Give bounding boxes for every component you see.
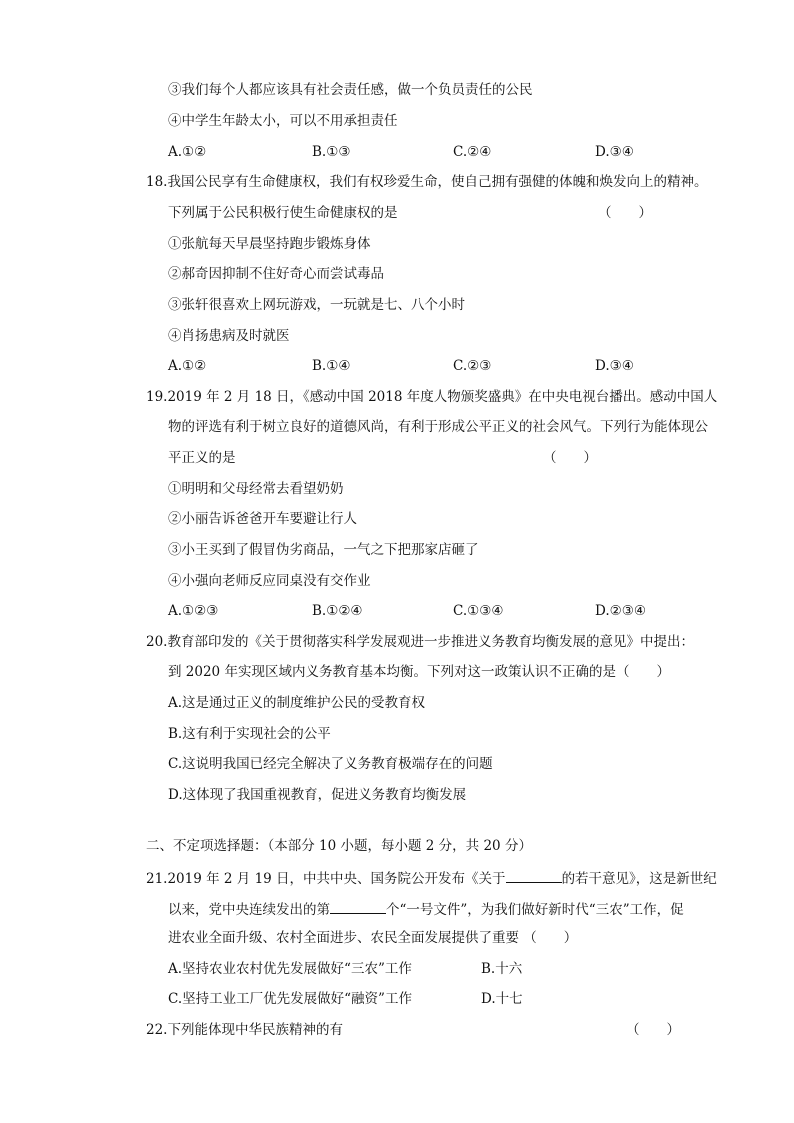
q18-answer-paren: （ ） — [598, 205, 652, 221]
q18-item-1: ①张航每天早晨坚持跑步锻炼身体 — [168, 236, 371, 252]
q21-line2-part2: 个“一号文件”，为我们做好新时代“三农”工作，促 — [386, 902, 684, 918]
q20-option-c: C.这说明我国已经完全解决了义务教育极端存在的问题 — [168, 756, 493, 772]
q19-stem-line1: 19.2019 年 2 月 18 日，《感动中国 2018 年度人物颁奖盛典》在中央电视台播出。感动中国人 — [146, 389, 718, 405]
q17-item-3: ③我们每个人都应该具有社会责任感，做一个负员责任的公民 — [168, 82, 533, 98]
q19-option-d: D.②③④ — [595, 603, 646, 619]
q21-line2-part1: 以来，党中央连续发出的第 — [168, 902, 330, 918]
q22-answer-paren: （ ） — [626, 1022, 680, 1038]
q22-stem-line1: 22.下列能体现中华民族精神的有 — [146, 1022, 343, 1038]
q18-stem-line2: 下列属于公民积极行使生命健康权的是 — [168, 205, 398, 221]
q20-stem-line2: 到 2020 年实现区域内义务教育基本均衡。下列对这一政策认识不正确的是（ ） — [168, 664, 670, 680]
q21-stem-line3: 进农业全面升级、农村全面进步、农民全面发展提供了重要 （ ） — [168, 930, 578, 946]
q19-item-2: ②小丽告诉爸爸开车要避让行人 — [168, 511, 357, 527]
q21-stem-line1 — [146, 868, 717, 888]
q18-option-c: C.②③ — [453, 358, 492, 374]
q19-option-c: C.①③④ — [453, 603, 504, 619]
q18-item-4: ④肖扬患病及时就医 — [168, 328, 290, 344]
q21-line1-part1: 21.2019 年 2 月 19 日，中共中央、国务院公开发布《关于 — [146, 871, 506, 887]
q17-item-4: ④中学生年龄太小，可以不用承担责任 — [168, 113, 398, 129]
q17-option-a: A.①② — [168, 144, 207, 160]
q19-option-b: B.①②④ — [312, 603, 363, 619]
q21-line1-part2: 的若干意见》，这是新世纪 — [561, 871, 717, 887]
q21-stem-line2 — [168, 899, 684, 919]
q19-stem-line2: 物的评选有利于树立良好的道德风尚，有利于形成公平正义的社会风气。下列行为能体现公 — [168, 419, 708, 435]
q19-stem-line3: 平正义的是 — [168, 450, 236, 466]
q20-option-a: A.这是通过正义的制度维护公民的受教育权 — [168, 695, 426, 711]
q20-option-d: D.这体现了我国重视教育，促进义务教育均衡发展 — [168, 787, 467, 803]
q17-option-b: B.①③ — [312, 144, 351, 160]
q20-option-b: B.这有利于实现社会的公平 — [168, 726, 331, 742]
q21-blank-1 — [506, 868, 562, 883]
q18-item-2: ②郝奇因抑制不住好奇心而尝试毒品 — [168, 266, 384, 282]
q18-option-a: A.①② — [168, 358, 207, 374]
q17-option-d: D.③④ — [595, 144, 634, 160]
q18-stem-line1: 18.我国公民享有生命健康权，我们有权珍爱生命，使自己拥有强健的体魄和焕发向上的精神。 — [146, 174, 708, 190]
q21-option-b: B.十六 — [481, 961, 523, 977]
q18-option-d: D.③④ — [595, 358, 634, 374]
q21-option-d: D.十七 — [481, 991, 523, 1007]
q20-stem-line1: 20.教育部印发的《关于贯彻落实科学发展观进一步推进义务教育均衡发展的意见》中提出： — [146, 634, 694, 650]
q21-option-c: C.坚持工业工厂优先发展做好“融资”工作 — [168, 991, 412, 1007]
q21-option-a: A.坚持农业农村优先发展做好“三农”工作 — [168, 961, 412, 977]
q18-item-3: ③张轩很喜欢上网玩游戏，一玩就是七、八个小时 — [168, 297, 465, 313]
q17-option-c: C.②④ — [453, 144, 492, 160]
q19-answer-paren: （ ） — [543, 450, 597, 466]
q19-item-1: ①明明和父母经常去看望奶奶 — [168, 481, 344, 497]
q19-item-4: ④小强向老师反应同桌没有交作业 — [168, 573, 371, 589]
q18-option-b: B.①④ — [312, 358, 351, 374]
q19-item-3: ③小王买到了假冒伪劣商品，一气之下把那家店砸了 — [168, 542, 479, 558]
q21-blank-2 — [330, 899, 386, 914]
q19-option-a: A.①②③ — [168, 603, 219, 619]
section-heading: 二、不定项选择题：（本部分 10 小题，每小题 2 分，共 20 分） — [146, 838, 532, 854]
